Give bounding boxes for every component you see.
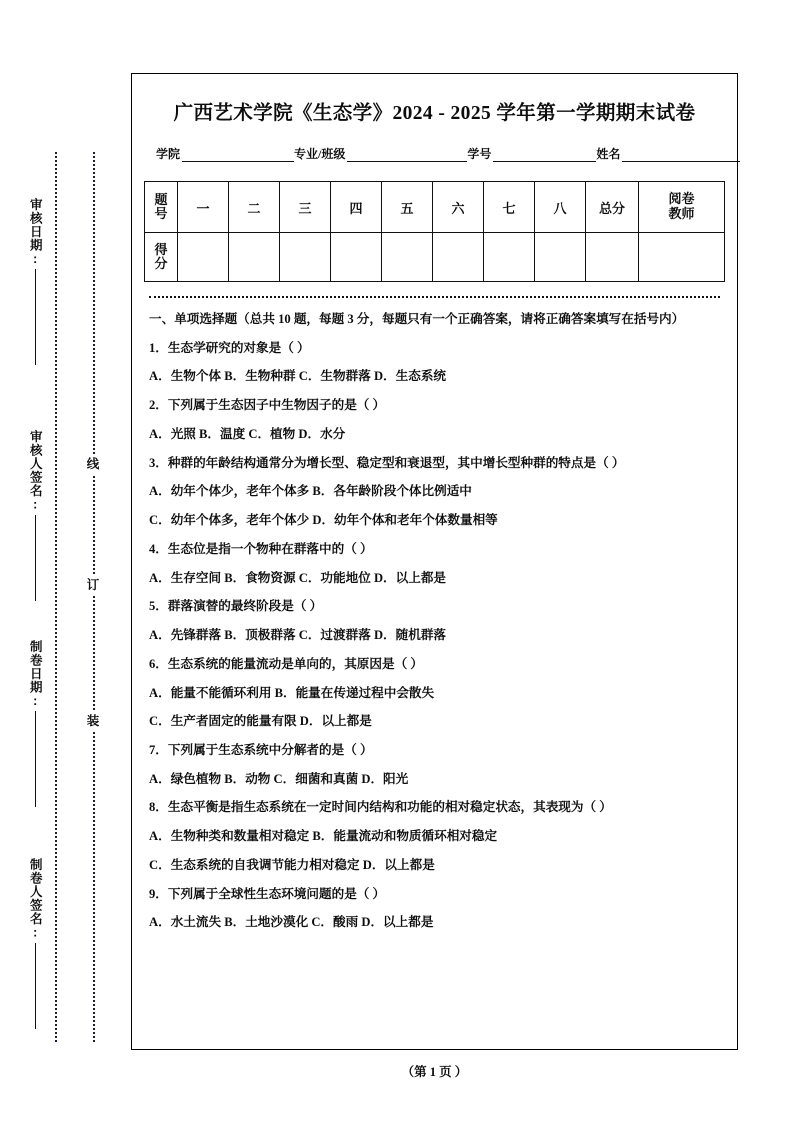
seam-mark-bind: 订 xyxy=(80,576,106,595)
field-college xyxy=(156,145,294,162)
score-cell-5[interactable] xyxy=(382,233,433,282)
score-cell-7[interactable] xyxy=(484,233,535,282)
field-name-label: 姓名 xyxy=(596,147,621,161)
margin-field-label: 制卷人签名: xyxy=(28,858,43,941)
question-options-2-line-1: A．光照 B．温度 C．植物 D．水分 xyxy=(149,426,346,441)
question-stem-5: 5．群落演替的最终阶段是（ ） xyxy=(149,599,323,614)
margin-field-blank[interactable] xyxy=(35,269,36,365)
column-header-total: 总分 xyxy=(586,182,639,233)
score-cell-total[interactable] xyxy=(586,233,639,282)
question-stem-2: 2．下列属于生态因子中生物因子的是（ ） xyxy=(149,398,386,413)
question-options-6-line-2: C．生产者固定的能量有限 D．以上都是 xyxy=(149,714,372,729)
page-number-footer: （第 1 页 ） xyxy=(401,1065,468,1079)
field-major-class-label: 专业/班级 xyxy=(294,147,346,161)
column-header-3: 三 xyxy=(280,182,331,233)
column-header-grading-teacher xyxy=(639,182,725,233)
question-options-8-line-2: C．生态系统的自我调节能力相对稳定 D．以上都是 xyxy=(149,857,435,872)
margin-field-label: 制卷日期: xyxy=(28,640,43,709)
question-options-3-line-1: A．幼年个体少，老年个体多 B．各年龄阶段个体比例适中 xyxy=(149,484,472,499)
binding-dashed-line-inner xyxy=(93,152,95,1042)
question-options-3-line-2: C．幼年个体多，老年个体少 D．幼年个体和老年个体数量相等 xyxy=(149,513,498,528)
row-header-score xyxy=(145,233,178,282)
field-college-input[interactable] xyxy=(182,148,294,162)
exam-page-frame xyxy=(131,73,738,1050)
row-header-score-char2: 分 xyxy=(154,256,168,271)
question-stem-9: 9．下列属于全球性生态环境问题的是（ ） xyxy=(149,886,386,901)
margin-field-review-date xyxy=(22,198,48,365)
question-options-1-line-1: A．生物个体 B．生物种群 C．生物群落 D．生态系统 xyxy=(149,369,447,384)
field-student-number xyxy=(467,145,596,162)
column-header-5: 五 xyxy=(382,182,433,233)
score-cell-grading-teacher[interactable] xyxy=(639,233,725,282)
margin-field-label: 审核人签名: xyxy=(28,430,43,513)
seam-mark-assemble: 装 xyxy=(80,712,106,731)
field-student-number-label: 学号 xyxy=(467,147,492,161)
score-cell-3[interactable] xyxy=(280,233,331,282)
section-heading: 一、单项选择题（总共 10 题，每题 3 分，每题只有一个正确答案，请将正确答案填写在括号内） xyxy=(149,312,685,326)
score-cell-1[interactable] xyxy=(178,233,229,282)
question-options-4-line-1: A．生存空间 B．食物资源 C．功能地位 D．以上都是 xyxy=(149,570,447,585)
teacher-label-line1: 阅卷 xyxy=(668,191,695,207)
question-options-6-line-1: A．能量不能循环利用 B．能量在传递过程中会散失 xyxy=(149,685,435,700)
question-body xyxy=(149,312,720,931)
field-name-input[interactable] xyxy=(622,148,740,162)
question-stem-3: 3．种群的年龄结构通常分为增长型、稳定型和衰退型，其中增长型种群的特点是（ ） xyxy=(149,455,625,470)
row-header-question-number xyxy=(145,182,178,233)
margin-field-producer-signature xyxy=(22,858,48,1029)
score-cell-4[interactable] xyxy=(331,233,382,282)
binding-dashed-line-outer xyxy=(55,152,57,1042)
column-header-8: 八 xyxy=(535,182,586,233)
margin-field-blank[interactable] xyxy=(35,515,36,601)
margin-field-label: 审核日期: xyxy=(28,198,43,267)
table-row-scores xyxy=(145,233,725,282)
score-cell-8[interactable] xyxy=(535,233,586,282)
question-stem-7: 7．下列属于生态系统中分解者的是（ ） xyxy=(149,743,373,758)
question-options-5-line-1: A．先锋群落 B．顶极群落 C．过渡群落 D．随机群落 xyxy=(149,628,447,643)
score-table xyxy=(144,181,725,282)
question-options-7-line-1: A．绿色植物 B．动物 C．细菌和真菌 D．阳光 xyxy=(149,771,409,786)
column-header-4: 四 xyxy=(331,182,382,233)
question-stem-8: 8．生态平衡是指生态系统在一定时间内结构和功能的相对稳定状态，其表现为（ ） xyxy=(149,800,612,815)
column-header-2: 二 xyxy=(229,182,280,233)
row-header-score-char1: 得 xyxy=(154,241,168,257)
row-header-question-char2: 号 xyxy=(154,206,168,221)
column-header-7: 七 xyxy=(484,182,535,233)
field-major-class-input[interactable] xyxy=(347,148,467,162)
field-name xyxy=(596,145,740,162)
field-student-number-input[interactable] xyxy=(493,148,596,162)
margin-field-blank[interactable] xyxy=(35,711,36,807)
column-header-1: 一 xyxy=(178,182,229,233)
question-options-8-line-1: A．生物种类和数量相对稳定 B．能量流动和物质循环相对稳定 xyxy=(149,829,498,844)
question-stem-4: 4．生态位是指一个物种在群落中的（ ） xyxy=(149,541,373,556)
question-stem-6: 6．生态系统的能量流动是单向的，其原因是（ ） xyxy=(149,656,423,671)
table-row-question-numbers xyxy=(145,182,725,233)
seam-mark-line: 线 xyxy=(80,455,106,474)
row-header-question-char1: 题 xyxy=(154,191,168,207)
column-header-6: 六 xyxy=(433,182,484,233)
teacher-label-line2: 教师 xyxy=(668,206,695,221)
student-id-row xyxy=(156,145,723,162)
left-margin-area xyxy=(0,0,131,1122)
exam-title: 广西艺术学院《生态学》2024 - 2025 学年第一学期期末试卷 xyxy=(173,103,696,124)
score-cell-6[interactable] xyxy=(433,233,484,282)
question-options-9-line-1: A．水土流失 B．土地沙漠化 C．酸雨 D．以上都是 xyxy=(149,915,434,930)
field-major-class xyxy=(294,145,467,162)
margin-field-production-date xyxy=(22,640,48,807)
field-college-label: 学院 xyxy=(156,147,181,161)
score-cell-2[interactable] xyxy=(229,233,280,282)
margin-field-blank[interactable] xyxy=(35,943,36,1029)
question-stem-1: 1．生态学研究的对象是（ ） xyxy=(149,340,310,355)
margin-field-reviewer-signature xyxy=(22,430,48,601)
dotted-separator xyxy=(149,296,720,298)
